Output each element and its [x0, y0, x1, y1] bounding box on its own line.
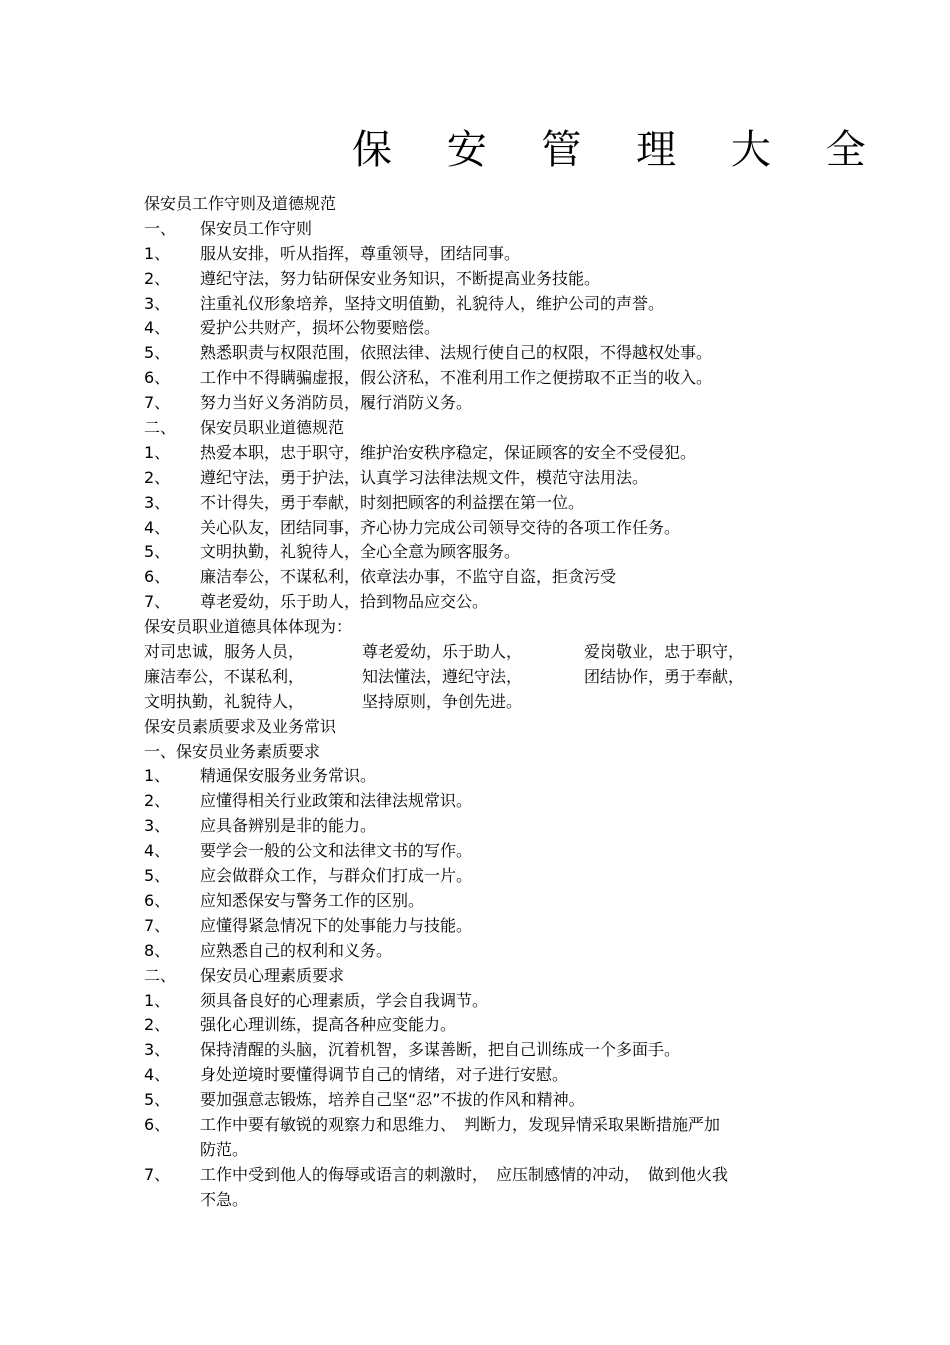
trait-cell: 知法懂法，遵纪守法，: [362, 666, 523, 686]
item-text: 文明执勤，礼貌待人，全心全意为顾客服务。: [200, 542, 521, 562]
list-item: [144, 789, 824, 814]
item-text: 要加强意志锻炼，培养自己坚“忍”不拔的作风和精神。: [200, 1090, 585, 1110]
list-item: [144, 366, 824, 391]
item-number: 6、: [144, 890, 171, 910]
traits-row: [144, 690, 824, 715]
item-number: 7、: [144, 915, 171, 935]
list-item: [144, 491, 824, 516]
item-text: 应懂得相关行业政策和法律法规常识。: [200, 791, 473, 811]
item-number: 4、: [144, 517, 171, 537]
item-number: 1、: [144, 442, 171, 462]
item-text: 身处逆境时要懂得调节自己的情绪，对子进行安慰。: [200, 1065, 569, 1085]
list-item: [144, 590, 824, 615]
item-text: 应会做群众工作，与群众们打成一片。: [200, 866, 473, 886]
item-text: 应懂得紧急情况下的处事能力与技能。: [200, 915, 473, 935]
part2-heading-text: 保安员素质要求及业务常识: [144, 716, 337, 736]
item-text: 不计得失，勇于奉献，时刻把顾客的利益摆在第一位。: [200, 492, 585, 512]
item-text: 要学会一般的公文和法律文书的写作。: [200, 841, 473, 861]
item-number: 4、: [144, 1065, 171, 1085]
list-item: [144, 292, 824, 317]
item-number: 3、: [144, 1040, 171, 1060]
trait-cell: 对司忠诚，服务人员，: [144, 642, 305, 662]
item-text: 熟悉职责与权限范围，依照法律、法规行使自己的权限，不得越权处事。: [200, 343, 713, 363]
trait-cell: 爱岗敬业，忠于职守，: [584, 642, 745, 662]
item-text: 工作中受到他人的侮辱或语言的刺激时， 应压制感情的冲动， 做到他火我: [200, 1164, 729, 1184]
item-number: 7、: [144, 393, 171, 413]
list-item: [144, 1038, 824, 1063]
document-title: 保 安 管 理 大 全: [352, 127, 887, 173]
item-number: 2、: [144, 791, 171, 811]
item-text: 遵纪守法，努力钻研保安业务知识，不断提高业务技能。: [200, 268, 601, 288]
list-item: [144, 1113, 824, 1138]
item-text-continuation: 不急。: [200, 1189, 249, 1209]
traits-row: [144, 640, 824, 665]
item-text: 强化心理训练，提高各种应变能力。: [200, 1015, 457, 1035]
item-number: 1、: [144, 766, 171, 786]
item-text: 须具备良好的心理素质，学会自我调节。: [200, 990, 489, 1010]
item-text: 应具备辨别是非的能力。: [200, 816, 377, 836]
trait-cell: 廉洁奉公，不谋私利，: [144, 666, 305, 686]
list-item: [144, 989, 824, 1014]
item-number: 3、: [144, 816, 171, 836]
item-text: 保持清醒的头脑，沉着机智，多谋善断，把自己训练成一个多面手。: [200, 1040, 681, 1060]
list-item: [144, 839, 824, 864]
intro-heading: [144, 192, 824, 217]
item-text: 精通保安服务业务常识。: [200, 766, 377, 786]
list-item-continuation: [144, 1138, 824, 1163]
item-number: 8、: [144, 940, 171, 960]
item-text-continuation: 防范。: [200, 1139, 249, 1159]
list-item: [144, 242, 824, 267]
list-item: [144, 939, 824, 964]
item-number: 2、: [144, 467, 171, 487]
item-number: 1、: [144, 990, 171, 1010]
item-number: 4、: [144, 841, 171, 861]
item-number: 5、: [144, 1090, 171, 1110]
section-heading: [144, 964, 824, 989]
list-item-continuation: [144, 1188, 824, 1213]
list-item: [144, 764, 824, 789]
section-heading: [144, 740, 824, 765]
section-heading: [144, 416, 824, 441]
item-number: 6、: [144, 567, 171, 587]
trait-cell: 文明执勤，礼貌待人，: [144, 691, 305, 711]
document-body: [144, 192, 824, 1213]
item-text: 注重礼仪形象培养，坚持文明值勤，礼貌待人，维护公司的声誉。: [200, 293, 665, 313]
item-number: 7、: [144, 1164, 171, 1184]
list-item: [144, 1088, 824, 1113]
item-text: 爱护公共财产，损坏公物要赔偿。: [200, 318, 441, 338]
traits-row: [144, 665, 824, 690]
item-number: 5、: [144, 542, 171, 562]
item-number: 6、: [144, 368, 171, 388]
section-number: 二、: [144, 965, 177, 985]
list-item: [144, 341, 824, 366]
list-item: [144, 391, 824, 416]
item-number: 3、: [144, 492, 171, 512]
list-item: [144, 516, 824, 541]
item-number: 2、: [144, 1015, 171, 1035]
traits-heading-text: 保安员职业道德具体体现为：: [144, 617, 353, 637]
item-number: 5、: [144, 866, 171, 886]
list-item: [144, 267, 824, 292]
trait-cell: 尊老爱幼，乐于助人，: [362, 642, 523, 662]
traits-heading: [144, 615, 824, 640]
item-number: 2、: [144, 268, 171, 288]
item-text: 应熟悉自己的权利和义务。: [200, 940, 393, 960]
list-item: [144, 1013, 824, 1038]
section-title: 一、保安员业务素质要求: [144, 741, 321, 761]
section-title: 保安员心理素质要求: [200, 965, 345, 985]
list-item: [144, 1163, 824, 1188]
section-heading: [144, 217, 824, 242]
list-item: [144, 914, 824, 939]
item-text: 尊老爱幼，乐于助人，拾到物品应交公。: [200, 592, 489, 612]
intro-heading-text: 保安员工作守则及道德规范: [144, 194, 337, 213]
list-item: [144, 864, 824, 889]
item-text: 努力当好义务消防员，履行消防义务。: [200, 393, 473, 413]
list-item: [144, 814, 824, 839]
list-item: [144, 466, 824, 491]
item-number: 5、: [144, 343, 171, 363]
item-text: 热爱本职，忠于职守，维护治安秩序稳定，保证顾客的安全不受侵犯。: [200, 442, 697, 462]
item-text: 服从安排，听从指挥，尊重领导，团结同事。: [200, 243, 521, 263]
item-number: 7、: [144, 592, 171, 612]
item-text: 遵纪守法，勇于护法，认真学习法律法规文件，模范守法用法。: [200, 467, 649, 487]
list-item: [144, 316, 824, 341]
list-item: [144, 565, 824, 590]
item-number: 1、: [144, 243, 171, 263]
section-title: 保安员工作守则: [200, 218, 313, 238]
section-number: 一、: [144, 218, 177, 238]
trait-cell: 团结协作，勇于奉献，: [584, 666, 745, 686]
list-item: [144, 889, 824, 914]
list-item: [144, 441, 824, 466]
item-text: 关心队友，团结同事，齐心协力完成公司领导交待的各项工作任务。: [200, 517, 681, 537]
trait-cell: 坚持原则，争创先进。: [362, 691, 523, 711]
item-text: 工作中不得瞒骗虚报，假公济私，不准利用工作之便捞取不正当的收入。: [200, 368, 713, 388]
item-text: 工作中要有敏锐的观察力和思维力、 判断力，发现异情采取果断措施严加: [200, 1114, 721, 1134]
item-number: 4、: [144, 318, 171, 338]
item-number: 6、: [144, 1114, 171, 1134]
section-number: 二、: [144, 418, 177, 438]
section-title: 保安员职业道德规范: [200, 418, 345, 438]
item-text: 廉洁奉公，不谋私利，依章法办事，不监守自盗，拒贪污受: [200, 567, 617, 587]
list-item: [144, 1063, 824, 1088]
item-number: 3、: [144, 293, 171, 313]
part2-heading: [144, 715, 824, 740]
list-item: [144, 540, 824, 565]
item-text: 应知悉保安与警务工作的区别。: [200, 890, 425, 910]
